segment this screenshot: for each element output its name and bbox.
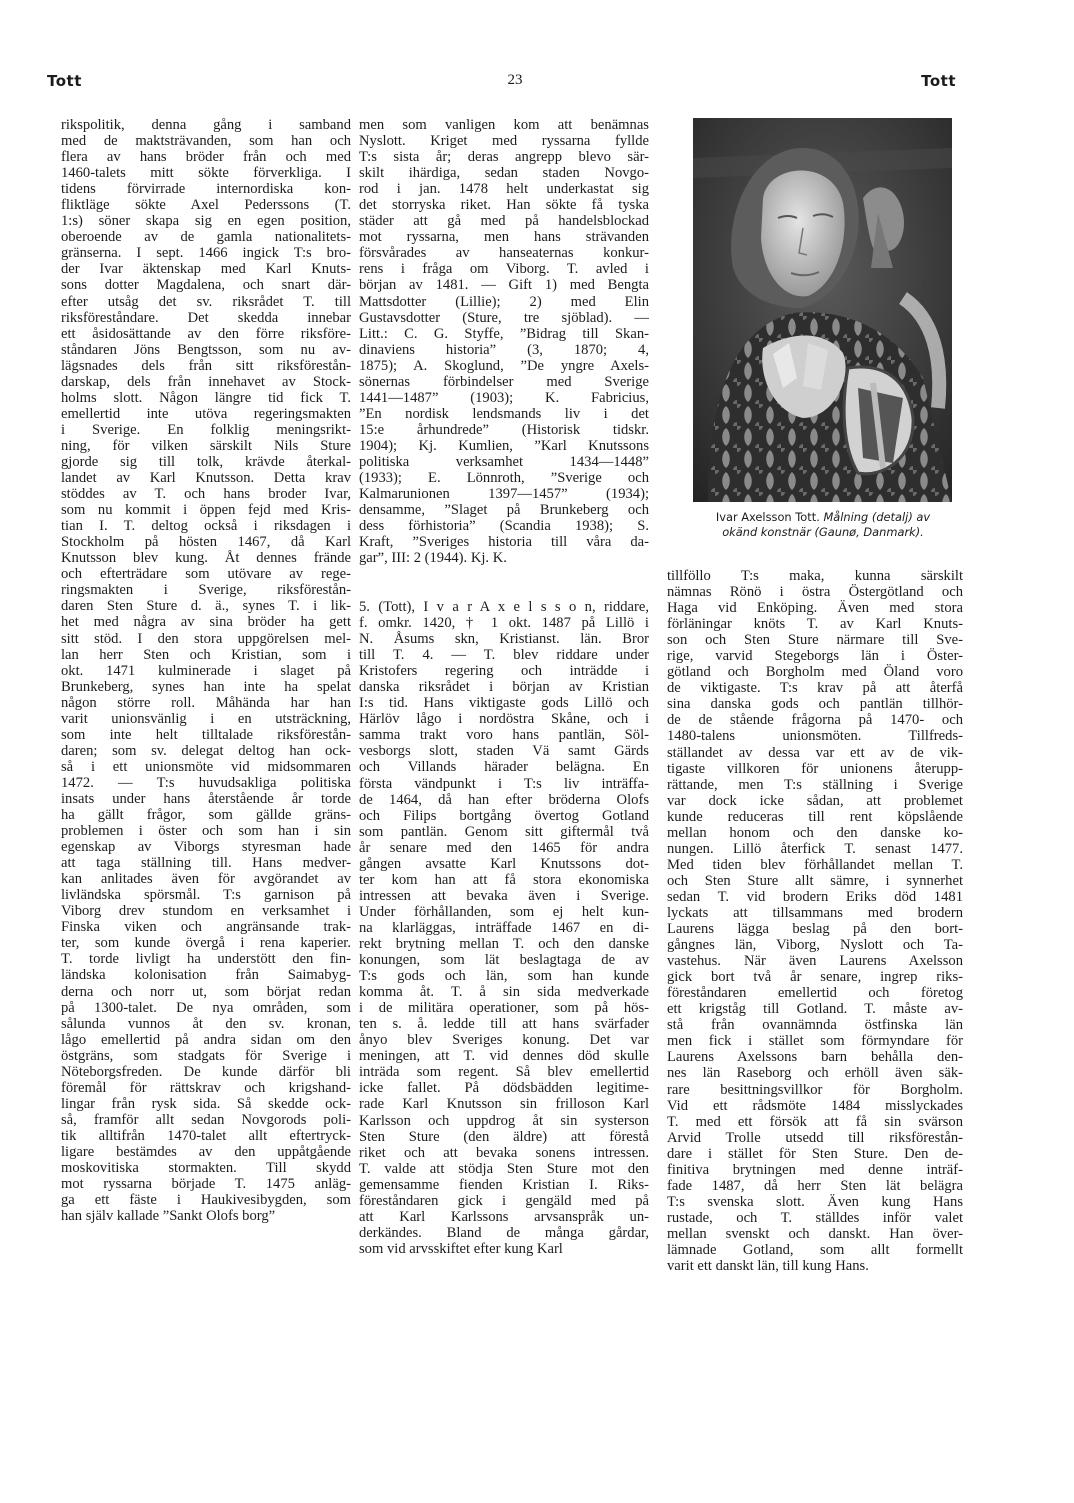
figure-caption — [678, 510, 968, 540]
text-line: rikspolitik, denna gång i samband — [61, 117, 351, 133]
running-head-left: Tott — [47, 72, 82, 90]
text-line: att Karl Karlssons arvsanspråk un- — [359, 1208, 649, 1225]
text-line: politiska verksamhet 1434—1448” — [359, 453, 649, 470]
text-column-middle-top — [359, 117, 649, 566]
text-line: 1472. — T:s huvudsakliga politiska — [61, 774, 351, 791]
text-line: icke fallet. På dödsbädden legitime- — [359, 1080, 649, 1097]
text-line: N. Åsums skn, Kristianst. län. Bror — [359, 631, 649, 648]
text-line: gar”, III: 2 (1944). Kj. K. — [359, 550, 507, 567]
text-line: rade Karl Knutsson sin frilloson Karl — [359, 1096, 649, 1113]
text-line: kan anlitades även för avgörandet av — [61, 871, 351, 888]
caption-detail-2: okänd konstnär (Gaunø, Danmark). — [722, 525, 924, 539]
text-line: Nöteborgsfreden. De kunde därför bli — [61, 1063, 351, 1080]
text-line: i de militära operationer, som på hös- — [359, 1000, 649, 1017]
text-line: Kraft, ”Sveriges historia till våra da- — [359, 534, 649, 551]
text-line: tik alltifrån 1470-talet allt eftertryck- — [61, 1127, 351, 1144]
text-line: ställandet av dessa var ett av de vik- — [667, 744, 963, 761]
text-line: som inte helt tilltalade riksförestån- — [61, 726, 351, 743]
text-line: de viktigaste. T:s krav på att återfå — [667, 680, 963, 697]
text-line: nämnas Rönö i östra Östergötland och — [667, 584, 963, 601]
text-line: (1933); E. Lönnroth, ”Sverige och — [359, 470, 649, 487]
text-line: som pantlän. Genom sitt giftermål två — [359, 823, 649, 840]
text-line: finitiva brytningen med denne inträf- — [667, 1161, 963, 1178]
text-line: danska riksrådet i början av Kristian — [359, 679, 649, 696]
text-line: gången avsatte Karl Knutssons dot- — [359, 855, 649, 872]
text-line: vesborgs slott, staden Vä samt Gärds — [359, 743, 649, 760]
text-line: T. valde att stödja Sten Sture mot den — [359, 1160, 649, 1177]
text-line: der Ivar äktenskap med Karl Knuts- — [61, 261, 351, 278]
text-line: Laurens lägga beslag på den bort- — [667, 921, 963, 938]
text-line: emellertid inte utöva regeringsmakten — [61, 405, 351, 422]
text-line: 5. (Tott), I v a r A x e l s s o n, riddare, — [359, 599, 649, 615]
text-line: gränserna. I sept. 1466 ingick T:s bro- — [61, 245, 351, 262]
text-line: fade 1487, då herr Sten lät belägra — [667, 1177, 963, 1194]
text-line: Vid ett rådsmöte 1484 misslyckades — [667, 1097, 963, 1114]
text-line: stöddes av T. och hans broder Ivar, — [61, 486, 351, 503]
text-line: förläningar knöts T. av Karl Knuts- — [667, 616, 963, 633]
text-line: tillföllo T:s maka, kunna särskilt — [667, 568, 963, 584]
text-line: na klarläggas, inträffade 1467 en di- — [359, 919, 649, 936]
text-line: lägsnades dels från sitt riksförestån- — [61, 357, 351, 374]
text-line: ringsmakten i Sverige, riksförestån- — [61, 582, 351, 599]
text-line: ett åsidosättande av den förre riksföre- — [61, 325, 351, 342]
text-line: 1:s) söner skapa sig en egen position, — [61, 213, 351, 230]
text-line: de de stående frågorna på 1470- och — [667, 712, 963, 729]
text-line: sitt stöd. I den stora uppgörelsen mel- — [61, 630, 351, 647]
text-line: derkändes. Bland de många gårdar, — [359, 1224, 649, 1241]
text-line: rekt brytning mellan T. och den danske — [359, 935, 649, 952]
text-line: problemen i öster och som han i sin — [61, 823, 351, 840]
text-line: Karlsson och uppdrog åt sin systerson — [359, 1112, 649, 1129]
text-line: ha gällt frågor, som gällde gräns- — [61, 807, 351, 824]
text-line: Haga vid Enköping. Även med stora — [667, 600, 963, 617]
text-line: föreståndaren gick i gengäld med på — [359, 1192, 649, 1209]
text-line: son och Sten Sture närmare till Sve- — [667, 632, 963, 649]
text-line: dare i stället för Sten Sture. Den de- — [667, 1145, 963, 1162]
text-line: het med några av sina bröder ha gett — [61, 614, 351, 631]
text-line: rättande, men T:s ställning i Sverige — [667, 776, 963, 793]
text-line: rige, varvid Stegeborgs län i Öster- — [667, 648, 963, 665]
text-line: lan herr Sten och Kristian, som i — [61, 646, 351, 663]
text-line: Gustavsdotter (Sture, tre sjöblad). — — [359, 309, 649, 326]
text-line: Stockholm på hösten 1467, då Karl — [61, 534, 351, 551]
text-line: 1460-talets mitt sökte förverkliga. I — [61, 165, 351, 182]
text-line: darskap, dels från innehavet av Stock- — [61, 373, 351, 390]
text-line: komma åt. T. å sin sida medverkade — [359, 984, 649, 1001]
text-line: ten s. å. ledde till att hans svärfader — [359, 1016, 649, 1033]
text-line: varit ett danskt län, till kung Hans. — [667, 1258, 869, 1275]
text-line: någon större roll. Måhända har han — [61, 694, 351, 711]
text-line: Laurens Axelssons barn behålla den- — [667, 1049, 963, 1066]
text-column-left — [61, 117, 351, 1224]
text-line: konungen, som lät beslagtaga de av — [359, 952, 649, 969]
text-line: fliktläge sökte Axel Pederssons (T. — [61, 197, 351, 214]
text-line: Viborg drev stundom en verksamhet i — [61, 903, 351, 920]
text-line: holms slott. Någon längre tid fick T. — [61, 389, 351, 406]
text-line: som nu kommit i öppen fejd med Kris- — [61, 502, 351, 519]
text-line: T. torde livligt ha understött den fin- — [61, 951, 351, 968]
text-line: tidens förvirrade internordiska kon- — [61, 181, 351, 198]
text-line: daren Sten Sture d. ä., synes T. i lik- — [61, 598, 351, 615]
text-line: så, framför allt sedan Novgorods poli- — [61, 1111, 351, 1128]
text-line: gångnes län, Viborg, Nyslott och Ta- — [667, 937, 963, 954]
text-line: tigaste villkoren för unionens återupp- — [667, 760, 963, 777]
text-line: Sten Sture (den äldre) att förestå — [359, 1128, 649, 1145]
text-line: gjorde sig till tolk, krävde återkal- — [61, 453, 351, 470]
text-line: T:s gods och län, som han kunde — [359, 968, 649, 985]
text-line: stå från ovannämnda östfinska län — [667, 1017, 963, 1034]
text-line: okt. 1471 kulminerade i slaget på — [61, 662, 351, 679]
text-line: varit unionsvänlig i en utsträckning, — [61, 710, 351, 727]
text-line: sons dotter Magdalena, och snart där- — [61, 277, 351, 294]
text-line: städer att gå med på handelsblockad — [359, 213, 649, 230]
text-line: landet av Karl Knutsson. Detta krav — [61, 470, 351, 487]
text-line: ländska kolonisation från Saimabyg- — [61, 967, 351, 984]
portrait-image — [693, 118, 952, 502]
text-line: ett krigståg till Gotland. T. måste av- — [667, 1001, 963, 1018]
text-line: egenskap av Viborgs styresman hade — [61, 839, 351, 856]
text-line: 1480-talens unionsmöten. Tillfreds- — [667, 728, 963, 745]
text-line: Brunkeberg, synes han inte ha spelat — [61, 678, 351, 695]
text-line: ånyo blev Sveriges konung. Det var — [359, 1032, 649, 1049]
text-line: sålunda vunnos åt den sv. kronan, — [61, 1015, 351, 1032]
text-line: inträda som regent. Så blev emellertid — [359, 1064, 649, 1081]
text-line: mellan svenskt och danskt. Han över- — [667, 1225, 963, 1242]
text-line: gick bort två år senare, ingrep riks- — [667, 969, 963, 986]
text-line: sina danska gods och pantlän tillhör- — [667, 696, 963, 713]
text-line: T:s svenska slott. Även kung Hans — [667, 1193, 963, 1210]
text-line: kunde reduceras till rent köpslående — [667, 808, 963, 825]
text-line: mot ryssarna började T. 1475 anläg- — [61, 1176, 351, 1193]
text-line: föremål för rättskrav och krigshand- — [61, 1079, 351, 1096]
text-line: Litt.: C. G. Styffe, ”Bidrag till Skan- — [359, 325, 649, 342]
text-line: Nyslott. Kriget med ryssarna fyllde — [359, 133, 649, 150]
text-line: dinaviens historia” (3, 1870; 4, — [359, 341, 649, 358]
text-line: mellan honom och den danske ko- — [667, 824, 963, 841]
text-line: samma trakt voro hans pantlän, Söl- — [359, 727, 649, 744]
text-line: lyckats att tillsammans med brodern — [667, 904, 963, 921]
caption-subject: Ivar Axelsson Tott. — [715, 510, 820, 524]
text-column-right — [667, 568, 963, 1274]
text-line: efter utsåg det sv. riksrådet T. till — [61, 293, 351, 310]
text-line: ning, för vilken särskilt Nils Sture — [61, 437, 351, 454]
text-line: Under förhållanden, som ej helt kun- — [359, 903, 649, 920]
text-line: ligare bestämdes av den uppåtgående — [61, 1144, 351, 1160]
text-line: så i ett unionsmöte vid midsommaren — [61, 758, 351, 775]
text-line: på 1300-talet. De nya områden, som — [61, 999, 351, 1016]
text-line: rod i jan. 1478 helt underkastat sig — [359, 181, 649, 198]
text-line: ter, som kunde övergå i rena kaperier. — [61, 935, 351, 952]
text-line: oberoende av de gamla nationalitets- — [61, 229, 351, 246]
text-line: Arvid Trolle utsedd till riksförestån- — [667, 1129, 963, 1146]
text-line: med de maktsträvanden, som han och — [61, 133, 351, 150]
text-line: Knutsson blev kung. Åt dennes frände — [61, 550, 351, 567]
text-line: och Filips bortgång övertog Gotland — [359, 807, 649, 824]
text-line: sönernas förbindelser med Sverige — [359, 373, 649, 390]
text-line: livländska spörsmål. T:s garnison på — [61, 887, 351, 904]
text-line: derna och norr ut, som börjat redan — [61, 983, 351, 1000]
text-line: vastehus. När även Laurens Axelsson — [667, 953, 963, 970]
text-line: början av 1481. — Gift 1) med Bengta — [359, 277, 649, 294]
text-line: Kalmarunionen 1397—1457” (1934); — [359, 486, 649, 503]
text-line: densamme, ”Slaget på Brunkeberg och — [359, 502, 649, 519]
text-line: till T. 4. — T. blev riddare under — [359, 647, 649, 664]
text-line: I:s tid. Hans viktigaste gods Lillö och — [359, 695, 649, 712]
text-line: Kristofers regering och inträdde i — [359, 663, 649, 680]
text-line: men fick i stället som förmyndare för — [667, 1033, 963, 1050]
text-line: 1441—1487” (1903); K. Fabricius, — [359, 389, 649, 406]
text-column-middle-entry — [359, 599, 649, 1257]
text-line: föreståndaren emellertid och företog — [667, 985, 963, 1002]
text-line: riksföreståndare. Det skedda innebar — [61, 309, 351, 326]
text-line: insats under hans återstående år torde — [61, 790, 351, 807]
text-line: att taga ställning till. Hans medver- — [61, 855, 351, 872]
text-line: Mattsdotter (Lillie); 2) med Elin — [359, 293, 649, 310]
text-line: intressen att bevaka även i Sverige. — [359, 887, 649, 904]
portrait-painting — [693, 118, 952, 502]
text-line: f. omkr. 1420, † 1 okt. 1487 på Lillö i — [359, 615, 649, 632]
text-line: götland och Borgholm med Öland voro — [667, 664, 963, 681]
text-line: ter kom han att få stora ekonomiska — [359, 871, 649, 888]
text-line: T:s sista år; deras angrepp blevo sär- — [359, 149, 649, 166]
text-line: 1904); Kj. Kumlien, ”Karl Knutssons — [359, 437, 649, 454]
text-line: nungen. Lillö återfick T. senast 1477. — [667, 840, 963, 857]
text-line: lingar från rysk sida. Så skedde ock- — [61, 1095, 351, 1112]
text-line: han själv kallade ”Sankt Olofs borg” — [61, 1208, 276, 1225]
text-line: rare besittningsvillkor för Borgholm. — [667, 1081, 963, 1098]
text-line: rens i fråga om Viborg. T. avled i — [359, 261, 649, 278]
text-line: och Sten Sture allt sämre, i synnerhet — [667, 872, 963, 889]
text-line: det storryska riket. Han sökte få tyska — [359, 197, 649, 214]
text-line: första vändpunkt i T:s liv inträffa- — [359, 775, 649, 792]
running-head-right: Tott — [921, 72, 956, 90]
text-line: de 1464, då han efter bröderna Olofs — [359, 791, 649, 808]
text-line: år senare med den 1465 för andra — [359, 839, 649, 856]
text-line: som vid arvsskiftet efter kung Karl — [359, 1240, 563, 1257]
text-line: nes län Raseborg och erhöll även säk- — [667, 1065, 963, 1082]
text-line: meningen, att T. vid dennes död skulle — [359, 1048, 649, 1065]
text-line: riket och att bevaka sonens intressen. — [359, 1144, 649, 1161]
text-line: Härlöv lågo i nordöstra Skåne, och i — [359, 711, 649, 728]
text-line: 15:e århundrede” (Historisk tidskr. — [359, 421, 649, 438]
page-number: 23 — [507, 72, 523, 88]
text-line: dess förhistoria” (Scandia 1938); S. — [359, 518, 649, 535]
text-line: i Sverige. En folklig meningsrikt- — [61, 421, 351, 438]
text-line: sedan T. vid brodern Eriks död 1481 — [667, 888, 963, 905]
text-line: försvårades av hanseaternas konkur- — [359, 245, 649, 262]
text-line: 1875); A. Skoglund, ”De yngre Axels- — [359, 357, 649, 374]
text-line: men som vanligen kom att benämnas — [359, 117, 649, 133]
text-line: ståndaren Jöns Bengtsson, som nu av- — [61, 341, 351, 358]
text-line: var dock icke sådan, att problemet — [667, 792, 963, 809]
text-line: flera av hans bröder från och med — [61, 149, 351, 166]
text-line: mot ryssarna, men hans strävanden — [359, 229, 649, 246]
text-line: daren; som sv. delegat deltog han ock- — [61, 742, 351, 759]
text-line: lämnade Gotland, som allt formellt — [667, 1241, 963, 1258]
text-line: gemensamme fienden Kristian I. Riks- — [359, 1176, 649, 1193]
text-line: och efterträdare som utövare av rege- — [61, 566, 351, 583]
text-line: T. med ett försök att få sin svärson — [667, 1113, 963, 1130]
text-line: lågo emellertid på andra sidan om den — [61, 1031, 351, 1048]
text-line: rustade, och T. ställdes inför valet — [667, 1209, 963, 1226]
text-line: tian I. T. deltog också i riksdagen i — [61, 518, 351, 535]
text-line: Med tiden blev förhållandet mellan T. — [667, 856, 963, 873]
text-line: och Villands härader belägna. En — [359, 759, 649, 776]
text-line: Finska viken och angränsande trak- — [61, 919, 351, 936]
caption-detail-1: Målning (detalj) av — [823, 510, 931, 524]
text-line: moskovitiska stormakten. Till skydd — [61, 1160, 351, 1177]
text-line: östgräns, som stadgats för Sverige i — [61, 1047, 351, 1064]
text-line: ga ett fäste i Haukivesibygden, som — [61, 1192, 351, 1209]
text-line: skilt ihärdiga, sedan staden Novgo- — [359, 165, 649, 182]
text-line: ”En nordisk lendsmands liv i det — [359, 405, 649, 422]
